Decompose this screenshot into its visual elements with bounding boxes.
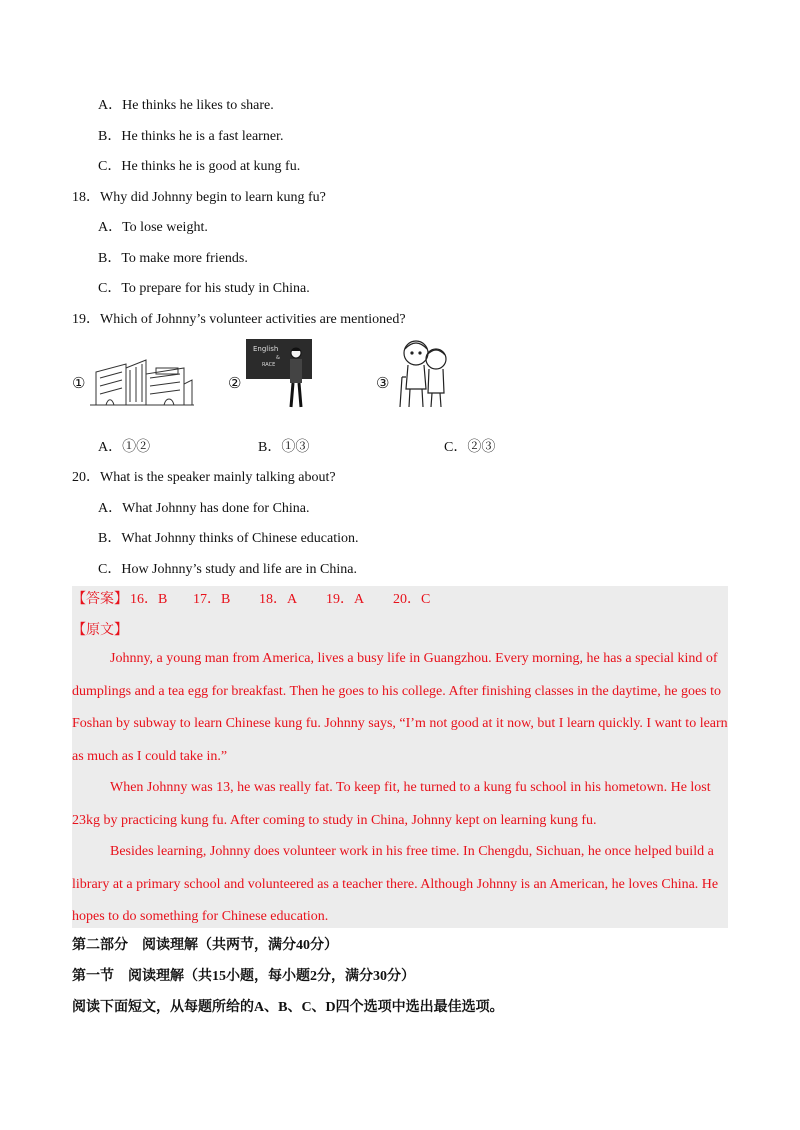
pic-label-2: ② (228, 376, 242, 392)
board-text-1: English (253, 345, 279, 353)
q18-option-c: C．To prepare for his study in China. (98, 281, 310, 296)
q18-option-a: A．To lose weight. (98, 220, 208, 235)
q18-option-b: B．To make more friends. (98, 251, 248, 266)
answer-item: 18．A (259, 592, 298, 607)
reading-instruction: 阅读下面短文，从每题所给的A、B、C、D四个选项中选出最佳选项。 (72, 1000, 504, 1015)
pic-label-3: ③ (376, 376, 390, 392)
q17-option-a: A．He thinks he likes to share. (98, 98, 274, 113)
subsection-heading: 第一节 阅读理解（共15小题，每小题2分，满分30分） (72, 969, 415, 984)
q20-option-a: A．What Johnny has done for China. (98, 501, 310, 516)
answer-row (72, 591, 167, 609)
q17-option-c: C．He thinks he is good at kung fu. (98, 159, 301, 174)
q20-option-c: C．How Johnny’s study and life are in China. (98, 562, 357, 577)
answer-item: 17．B (193, 592, 231, 607)
helping-elderly-image (396, 337, 454, 409)
transcript-paragraph-2: When Johnny was 13, he was really fat. To keep fit, he turned to a kung fu school in his hometown. He lost 23kg by practicing kung fu. After coming to study in China, Johnny kept on learning kung fu. (72, 780, 711, 828)
board-text-3: RACE (262, 362, 276, 368)
q19-option-b: B．①③ (258, 440, 310, 455)
pic-label-1: ① (72, 376, 86, 392)
q19-stem: 19．Which of Johnny’s volunteer activities are mentioned? (72, 312, 406, 327)
transcript-label: 【原文】 (72, 623, 128, 638)
teacher-at-blackboard-image (246, 339, 312, 409)
transcript-paragraph-1: Johnny, a young man from America, lives a busy life in Guangzhou. Every morning, he has a special kind of dumplings and a tea egg for breakfast. Then he goes to his college. After finishing classes in the daytime, he goes to Foshan by subway to learn Chinese kung fu. Johnny says, “I’m not good at it now, but I learn quickly. I want to learn as much as I could take in.” (72, 651, 728, 764)
board-text-2: & (276, 355, 280, 361)
q17-option-b: B．He thinks he is a fast learner. (98, 129, 284, 144)
answer-item: 20．C (393, 592, 431, 607)
q18-stem: 18．Why did Johnny begin to learn kung fu? (72, 190, 326, 205)
answer-label: 【答案】 (72, 592, 128, 607)
answer-item: 19．A (326, 592, 365, 607)
q19-option-a: A．①② (98, 440, 151, 455)
library-building-image (86, 350, 198, 410)
q20-stem: 20．What is the speaker mainly talking about? (72, 470, 336, 485)
q19-option-c: C．②③ (444, 440, 496, 455)
part-heading: 第二部分 阅读理解（共两节，满分40分） (72, 938, 338, 953)
answer-item: 16．B (130, 592, 168, 607)
q20-option-b: B．What Johnny thinks of Chinese education. (98, 531, 359, 546)
transcript-paragraph-3: Besides learning, Johnny does volunteer work in his free time. In Chengdu, Sichuan, he once helped build a library at a primary school and volunteered as a teacher there. Although Johnny is an American, he loves China. He hopes to do something for Chinese education. (72, 844, 719, 924)
